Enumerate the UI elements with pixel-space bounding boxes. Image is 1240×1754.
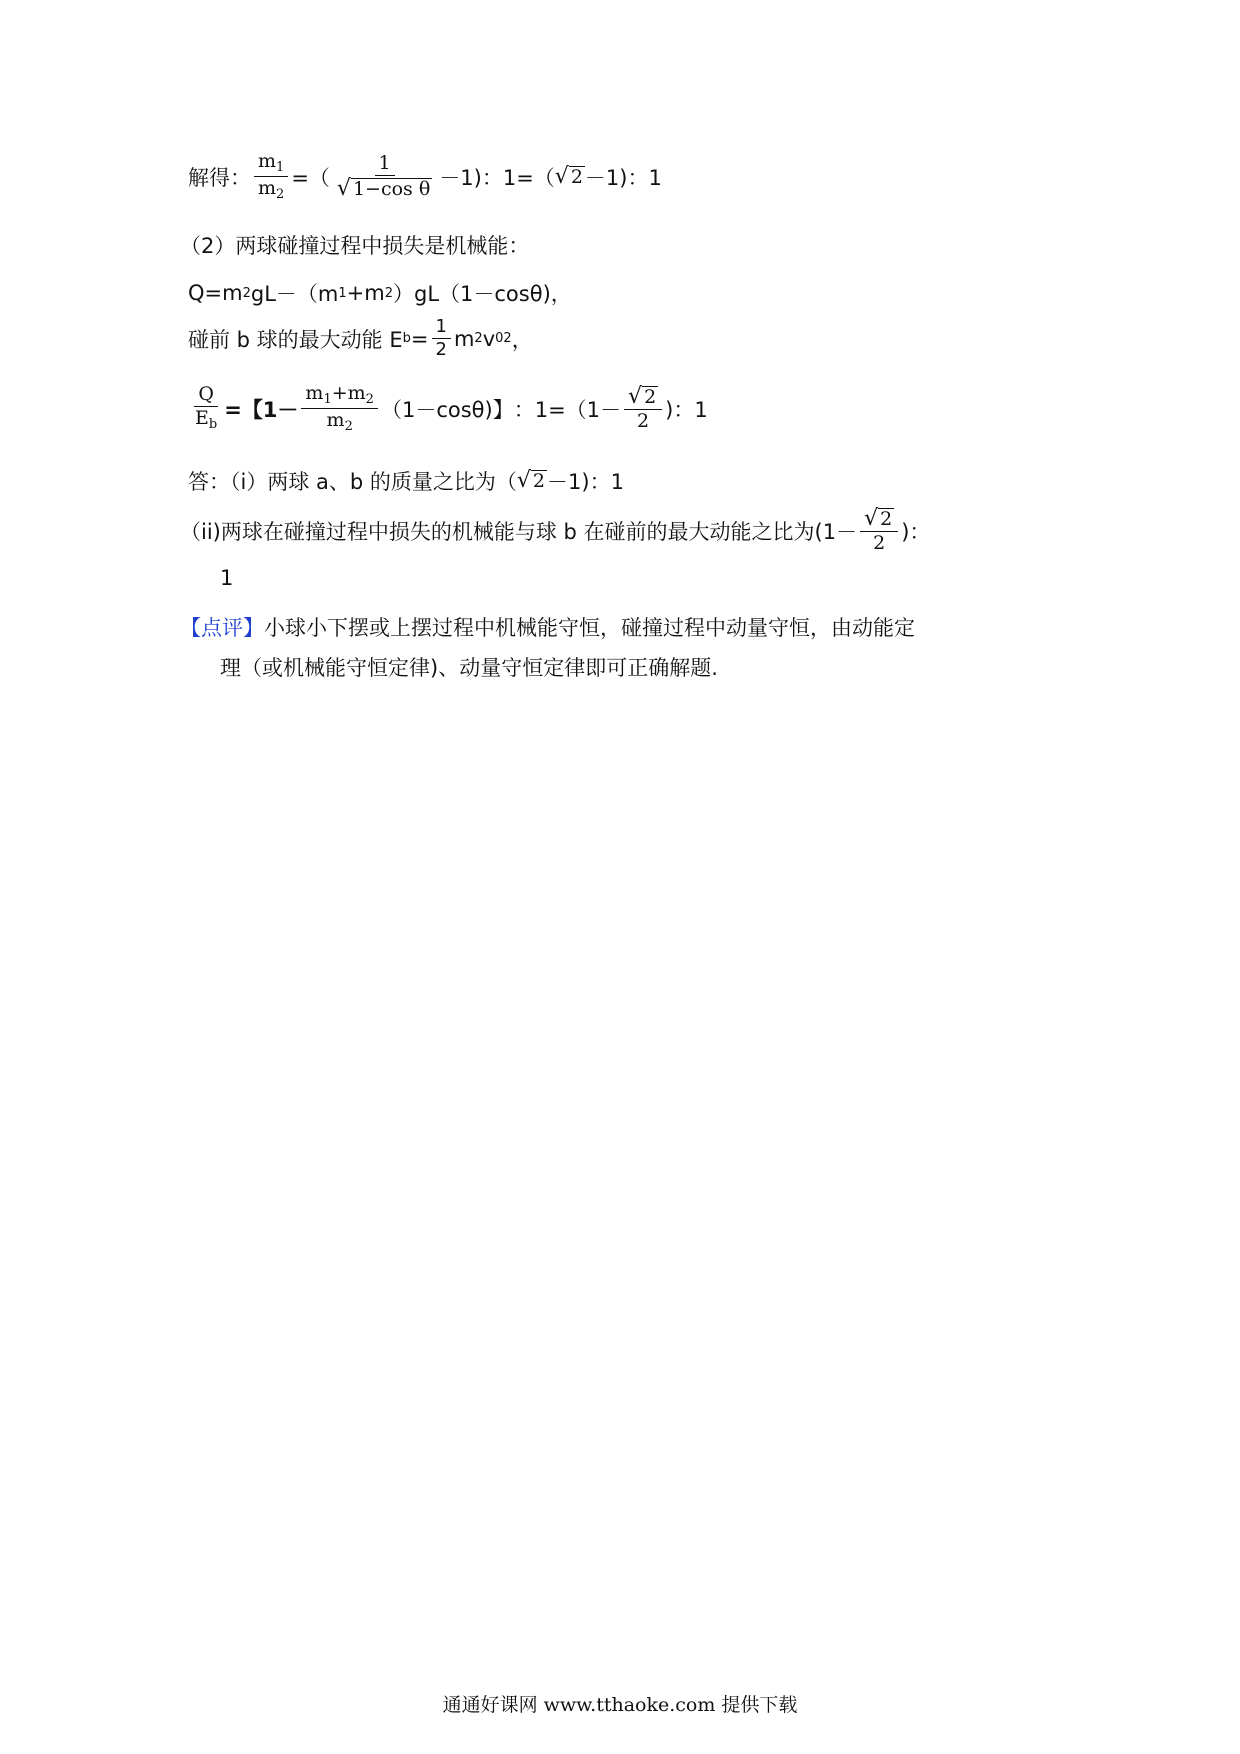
sqrt-expression: √ 2	[516, 468, 546, 493]
comment-tag: 【点评】	[180, 616, 264, 640]
answer-ii: （ii)两球在碰撞过程中损失的机械能与球 b 在碰前的最大动能之比为(1－ √ 2 2 )：	[180, 506, 931, 554]
q-over-eb-fraction: $\frac{Q}{E_b}$	[195, 383, 218, 433]
mass-sum-fraction: $\frac{m_1+m_2}{m_2}$	[301, 384, 378, 433]
comment-line-1: 【点评】 小球小下摆或上摆过程中机械能守恒，碰撞过程中动量守恒，由动能定	[180, 612, 915, 642]
mass-ratio-fraction: $\frac{m_1}{m_2}$	[254, 152, 288, 201]
solution-label: 解得：	[188, 165, 251, 190]
kinetic-energy-equation: 碰前 b 球的最大动能 E b = $\frac{1}{2}$ m 2 v 0 2 ，	[188, 316, 533, 360]
energy-ratio-equation: $\frac{Q}{E_b}$ =【1－ $\frac{m_1+m_2}{m_2}$ （1－cosθ)】 ：1=（1－ √ 2 2 )：1	[188, 384, 708, 433]
answer-i: 答：（i）两球 a、b 的质量之比为（ √ 2 －1)：1	[188, 468, 624, 494]
comment-line-2: 理（或机械能守恒定律)、动量守恒定律即可正确解题.	[220, 656, 718, 680]
half-fraction: $\frac{1}{2}$	[432, 318, 451, 360]
answer-ii-continuation: 1	[220, 566, 234, 590]
page-footer: 通通好课网 www.tthaoke.com 提供下载	[442, 1694, 798, 1716]
energy-loss-equation: Q=m 2 gL－（m 1 +m 2 ）gL（1－cosθ)，	[188, 281, 572, 306]
part2-heading: （2）两球碰撞过程中损失是机械能：	[180, 234, 530, 258]
inverse-sqrt-fraction: 1 √ 1−cos θ	[336, 151, 431, 201]
sqrt-expression: √ 2	[554, 163, 583, 189]
sqrt2-over-2-fraction: √ 2 2	[624, 386, 662, 432]
sqrt2-over-2-fraction: √ 2 2	[860, 508, 898, 554]
solution-equation-1: 解得： $\frac{m_1}{m_2}$ =（ 1 √ 1−cos θ －1)：1=（ √ 2 －1)：1	[188, 150, 662, 202]
